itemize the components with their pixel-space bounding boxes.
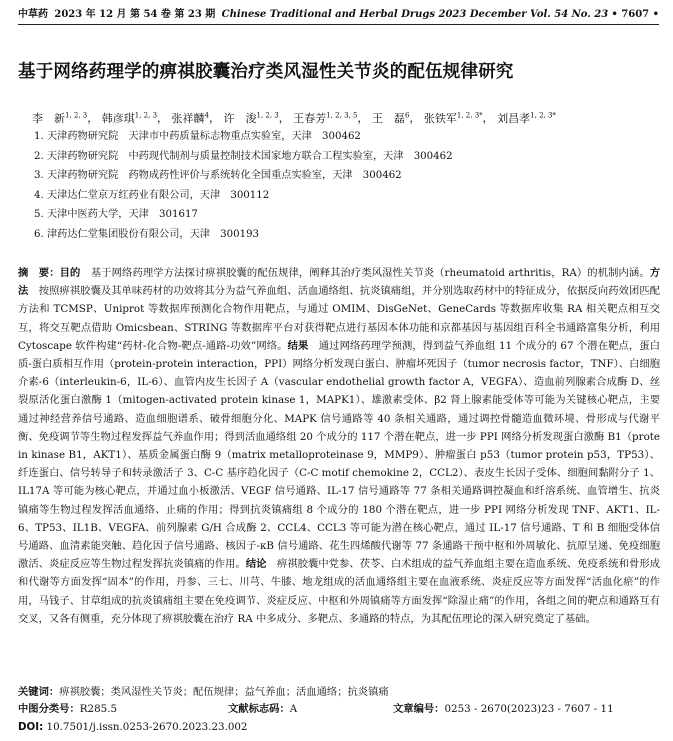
author: 韩彦琪$^{1, 2, 3}$ — [101, 111, 158, 125]
journal-name-en: Chinese Traditional and Herbal Drugs 2023 December Vol. 54 No. 23 — [221, 9, 609, 20]
article-number-value: 0253 - 2670(2023)23 - 7607 - 11 — [444, 703, 614, 715]
doc-code-label: 文献标志码： — [228, 703, 290, 715]
affiliation: 1. 天津药物研究院 天津市中药质量标志物重点实验室，天津 300462 — [34, 131, 361, 142]
doc-code-field — [228, 701, 393, 717]
author: 王春芳$^{1, 2, 3, 5}$ — [293, 111, 358, 125]
keywords — [18, 684, 389, 700]
classification-line — [18, 701, 614, 717]
author: 王 磊$^6$ — [371, 111, 410, 125]
affiliation-list — [34, 127, 664, 245]
doi-line — [18, 719, 247, 735]
clc-field — [18, 701, 228, 717]
author: 张铁军$^{1, 2, 3*}$ — [423, 111, 483, 125]
doi-value: 10.7501/j.issn.0253-2670.2023.23.002 — [43, 721, 248, 733]
objective-text: 基于网络药理学方法探讨痹祺胶囊的配伍规律，阐释其治疗类风湿性关节炎（rheumatoid arthritis，RA）的机制内涵。 — [80, 267, 650, 279]
affiliation: 2. 天津药物研究院 中药现代制剂与质量控制技术国家地方联合工程实验室，天津 300462 — [34, 150, 453, 162]
doc-code-value: A — [289, 703, 298, 715]
article-number-label: 文章编号： — [393, 703, 445, 715]
page-number: • 7607 • — [611, 9, 659, 20]
abstract-label: 摘 要： — [18, 267, 60, 279]
conclusion-label: 结论 — [245, 558, 267, 571]
methods-label: 方法 — [18, 267, 661, 298]
results-text: 通过网络药理学预测，得到益气养血组 11 个成分的 67 个潜在靶点，蛋白质-蛋白质相互作用（protein-protein interaction，PPI）网络分析发现白蛋白、肿瘤坏死因子（tumor necrosis factor，TNF）、白细胞介素-6（interleukin-6，IL-6）、血管内皮生长因子 A（vascular endothelial growth factor A，VEGFA）、造血前列腺素合成酶 D、丝裂原活化蛋白激酶 1（mitogen-activated protein kinase 1，MAPK1）、雄激素受体、β2 肾上腺素能受体等可能为关键核心靶点，主要通过神经营养信号通路、造血细胞谱系、破骨细胞分化、MAPK 信号通路等 40 条相关通路，通过调控骨髓造血微环境、骨形成与代谢平衡、免疫调节等生物过程发挥益气养血作用；得到活血通络组 20 个成分的 117 个潜在靶点，进一步 PPI 网络分析发现蛋白激酶 B1（protein kinase B1，AKT1）、基质金属蛋白酶 9（matrix metalloproteinase 9，MMP9）、肿瘤蛋白 p53（tumor protein p53，TP53）、纤连蛋白、信号转导子和转录激活子 3、C-C 基序趋化因子（C-C motif chemokine 2，CCL2）、表皮生长因子受体、细胞间黏附分子 1、IL17A 等可能为核心靶点，并通过血小板激活、VEGF 信号通路、IL-17 信号通路等 77 条相关通路调控凝血和纤溶系统、血管增生、抗炎镇痛等生物过程发挥活血通络、止痛的作用；得到抗炎镇痛组 8 个成分的 180 个潜在靶点，进一步 PPI 网络分析发现 TNF、AKT1、IL-6、TP53、IL1B、VEGFA、前列腺素 G/H 合成酶 2、CCL4、CCL3 等可能为潜在核心靶点，通过 IL-17 信号通路、T 和 B 细胞受体信号通路、血清素能突触、趋化因子信号通路、核因子-κB 信号通路、花生四烯酸代谢等 77 条通路干预中枢和外周敏化、抗原呈递、免疫细胞激活、炎症反应等生物过程发挥抗炎镇痛的作用。 — [18, 339, 660, 571]
affiliation: 6. 津药达仁堂集团股份有限公司，天津 300193 — [34, 228, 260, 240]
keywords-label: 关键词： — [18, 686, 60, 698]
clc-label: 中图分类号： — [18, 703, 80, 715]
affiliation: 3. 天津药物研究院 药物成药性评价与系统转化全国重点实验室，天津 300462 — [34, 170, 402, 182]
doi-label: DOI: — [18, 721, 44, 733]
results-label: 结果 — [287, 339, 309, 352]
affiliation: 4. 天津达仁堂京万红药业有限公司，天津 300112 — [34, 189, 270, 201]
author: 李 新$^{1, 2, 3}$ — [32, 111, 88, 125]
methods-text: 按照痹祺胶囊及其单味药材的功效将其分为益气养血组、活血通络组、抗炎镇痛组，并分别选取药材中的特征成分，依据反向药效团匹配方法和 TCMSP、Uniprot 等数据库预测化合物作用靶点，与通过 OMIM、DisGeNet、GeneCards 等数据库收集 RA 相关靶点相互交互，将交互靶点借助 Omicsbean、STRING 等数据库平台对获得靶点进行基因本体功能和京都基因与基因组百科全书通路富集分析，利用 Cytoscape 软件构建“药材-化合物-靶点-通路-功效”网络。 — [18, 285, 661, 352]
abstract — [18, 264, 660, 628]
keywords-value: 痹祺胶囊；类风湿性关节炎；配伍规律；益气养血；活血通络；抗炎镇痛 — [59, 686, 389, 698]
author: 许 浚$^{1, 2, 3}$ — [223, 111, 279, 125]
journal-name-cn: 中草药 — [18, 9, 48, 20]
conclusion-text: 痹祺胶囊中党参、茯苓、白术组成的益气养血组主要在造血系统、免疫系统和骨形成和代谢等方面发挥“固本”的作用，丹参、三七、川芎、牛膝、地龙组成的活血通络组主要在血液系统、炎症反应等方面发挥“活血化瘀”的作用，马钱子、甘草组成的抗炎镇痛组主要在免疫调节、炎症反应、中枢和外周镇痛等方面发挥“除湿止痛”的作用，各组之间的靶点和通路互有交叉，又各有侧重，充分体现了痹祺胶囊在治疗 RA 中多成分、多靶点、多通路的特点，为其配伍理论的深入研究奠定了基础。 — [18, 558, 661, 625]
header-left — [18, 8, 608, 24]
objective-label: 目的 — [59, 267, 81, 279]
article-number-field — [393, 701, 614, 717]
affiliation: 5. 天津中医药大学，天津 301617 — [34, 209, 198, 221]
author: 张祥麟$^4$ — [171, 111, 209, 125]
paper-title: 基于网络药理学的痹祺胶囊治疗类风湿性关节炎的配伍规律研究 — [18, 62, 514, 82]
issue-info-cn: 2023 年 12 月 第 54 卷 第 23 期 — [54, 9, 216, 20]
running-header — [18, 8, 659, 25]
author-list: 李 新$^{1, 2, 3}$， 韩彦琪$^{1, 2, 3}$， 张祥麟$^4$， 许 浚$^{1, 2, 3}$， 王春芳$^{1, 2, 3, 5}$， 王 磊$^6$， 张铁军$^{1, 2, 3*}$， 刘昌孝$^{1, 2, 3*}$ — [32, 111, 556, 125]
author: 刘昌孝$^{1, 2, 3*}$ — [497, 111, 556, 125]
clc-value: R285.5 — [79, 703, 118, 715]
